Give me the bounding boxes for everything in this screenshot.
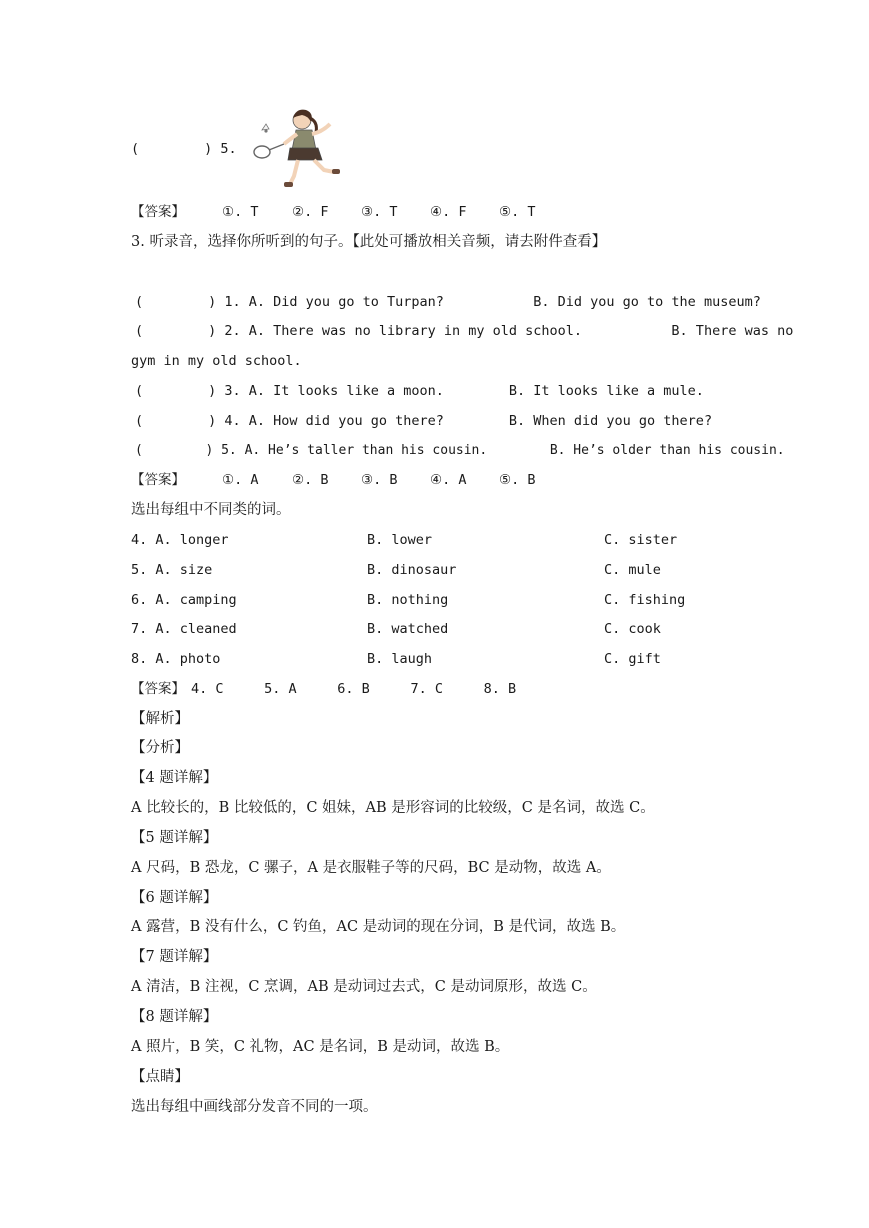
q3-line: ( ) 3. A. It looks like a moon. B. It looks like a mule. bbox=[135, 383, 704, 399]
q2-answer-item: ①. T bbox=[222, 204, 259, 220]
detail-heading: 【7 题详解】 bbox=[131, 949, 218, 965]
q3-line: ( ) 1. A. Did you go to Turpan? B. Did you go to the museum? bbox=[135, 294, 761, 310]
detail-heading: 【6 题详解】 bbox=[131, 890, 218, 906]
shuttlecock-icon bbox=[262, 124, 269, 133]
option-a: 4. A. longer bbox=[131, 532, 229, 548]
detail-heading: 【8 题详解】 bbox=[131, 1009, 218, 1025]
q3-title: 3. 听录音，选择你所听到的句子。【此处可播放相关音频，请去附件查看】 bbox=[131, 234, 607, 250]
q3-line: gym in my old school. bbox=[131, 353, 302, 369]
option-a: 8. A. photo bbox=[131, 651, 221, 667]
q3-answer-item: ⑤. B bbox=[499, 472, 536, 488]
section-answer-text: 4. C 5. A 6. B 7. C 8. B bbox=[191, 681, 517, 697]
option-a: 5. A. size bbox=[131, 562, 213, 578]
q3-line: ( ) 2. A. There was no library in my old school. B. There was no bbox=[135, 323, 794, 339]
detail-body: A 比较长的，B 比较低的，C 姐妹，AB 是形容词的比较级，C 是名词，故选 C。 bbox=[131, 800, 655, 816]
q2-answer-item: ②. F bbox=[292, 204, 329, 220]
option-b: B. nothing bbox=[367, 592, 449, 608]
q3-answer-item: ②. B bbox=[292, 472, 329, 488]
q3-answer-item: ①. A bbox=[222, 472, 259, 488]
detail-body: A 露营，B 没有什么，C 钓鱼，AC 是动词的现在分词，B 是代词，故选 B。 bbox=[131, 919, 626, 935]
option-c: C. fishing bbox=[604, 592, 686, 608]
detail-body: A 尺码，B 恐龙，C 骡子，A 是衣服鞋子等的尺码，BC 是动物，故选 A。 bbox=[131, 860, 611, 876]
q2-answer-item: ④. F bbox=[430, 204, 467, 220]
detail-body: A 照片，B 笑，C 礼物，AC 是名词，B 是动词，故选 B。 bbox=[131, 1039, 510, 1055]
analysis-heading: 【解析】 bbox=[131, 711, 189, 727]
option-b: B. laugh bbox=[367, 651, 433, 667]
detail-heading: 【4 题详解】 bbox=[131, 770, 218, 786]
option-b: B. dinosaur bbox=[367, 562, 457, 578]
detail-body: A 清洁，B 注视，C 烹调，AB 是动词过去式，C 是动词原形，故选 C。 bbox=[131, 979, 597, 995]
section-answer-tag: 【答案】 bbox=[131, 681, 185, 697]
q2-item5-label: ( ) 5. bbox=[131, 141, 237, 157]
badminton-girl-illustration bbox=[244, 104, 344, 194]
option-a: 6. A. camping bbox=[131, 592, 237, 608]
q3-answer-item: ③. B bbox=[361, 472, 398, 488]
q3-answer-tag: 【答案】 bbox=[131, 472, 185, 488]
q2-answer-item: ③. T bbox=[361, 204, 398, 220]
q3-line: ( ) 5. A. He’s taller than his cousin. B. He’s older than his cousin. bbox=[135, 443, 785, 458]
detail-heading: 【5 题详解】 bbox=[131, 830, 218, 846]
option-c: C. cook bbox=[604, 621, 661, 637]
next-section-title: 选出每组中画线部分发音不同的一项。 bbox=[131, 1099, 378, 1115]
q3-answer-item: ④. A bbox=[430, 472, 467, 488]
option-a: 7. A. cleaned bbox=[131, 621, 237, 637]
option-c: C. mule bbox=[604, 562, 661, 578]
option-c: C. sister bbox=[604, 532, 678, 548]
dianjing-heading: 【点睛】 bbox=[131, 1069, 189, 1085]
option-b: B. lower bbox=[367, 532, 433, 548]
q2-answer-tag: 【答案】 bbox=[131, 204, 185, 220]
q2-answer-item: ⑤. T bbox=[499, 204, 536, 220]
option-b: B. watched bbox=[367, 621, 449, 637]
option-c: C. gift bbox=[604, 651, 661, 667]
fenxi-heading: 【分析】 bbox=[131, 740, 189, 756]
q3-line: ( ) 4. A. How did you go there? B. When did you go there? bbox=[135, 413, 713, 429]
racket-icon bbox=[254, 144, 284, 158]
section-title: 选出每组中不同类的词。 bbox=[131, 502, 291, 518]
